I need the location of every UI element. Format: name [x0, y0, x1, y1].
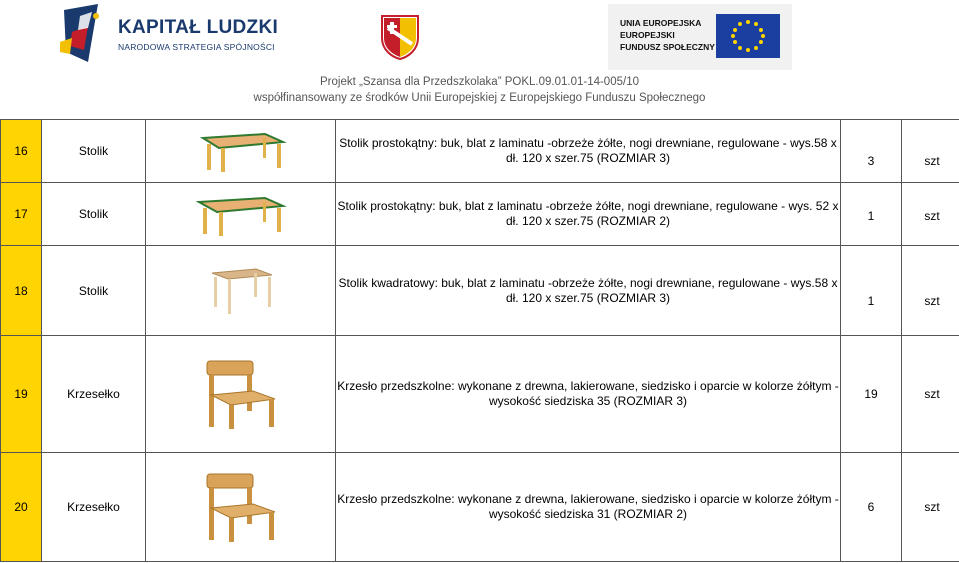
table-row — [1, 246, 959, 336]
product-table — [0, 119, 959, 562]
unit: szt — [902, 336, 959, 453]
unit: szt — [902, 453, 959, 562]
product-name: Stolik — [42, 183, 146, 246]
kapital-ludzki-title: KAPITAŁ LUDZKI — [118, 17, 279, 38]
table-row — [1, 336, 959, 453]
description-text: Krzesło przedszkolne: wykonane z drewna, lakierowane, siedzisko i oparcie w kolorze żółtym - wysokość siedziska 31 (ROZMIAR 2) — [337, 492, 839, 521]
table-row — [1, 120, 959, 183]
product-name: Krzesełko — [42, 453, 146, 562]
row-number: 17 — [1, 183, 42, 246]
unit: szt — [924, 209, 940, 223]
product-description — [336, 246, 841, 336]
project-title: Projekt „Szansa dla Przedszkolaka” POKL.09.01.01-14-005/10 — [320, 76, 639, 88]
product-name: Stolik — [42, 120, 146, 183]
description-text: Krzesło przedszkolne: wykonane z drewna, lakierowane, siedzisko i oparcie w kolorze żółtym - wysokość siedziska 35 (ROZMIAR 3) — [337, 379, 839, 408]
row-number: 19 — [1, 336, 42, 453]
row-number: 18 — [1, 246, 42, 336]
product-description — [336, 183, 841, 246]
description-text: Stolik prostokątny: buk, blat z laminatu -obrzeże żółte, nogi drewniane, regulowane - wys.58 x dł. 120 x szer.75 (ROZMIAR 3) — [339, 136, 837, 165]
quantity: 3 — [867, 154, 875, 168]
product-name: Stolik — [42, 246, 146, 336]
table-rect-icon — [195, 128, 287, 174]
kapital-ludzki-subtitle: NARODOWA STRATEGIA SPÓJNOŚCI — [118, 42, 275, 52]
table-square-icon — [206, 263, 276, 319]
table-rect-icon — [193, 190, 289, 238]
chair-icon — [201, 357, 281, 431]
description-text: Stolik kwadratowy: buk, blat z laminatu -obrzeże żółte, nogi drewniane, regulowane - wys.58 x dł. 120 x szer.75 (ROZMIAR 3) — [338, 275, 838, 305]
cofinancing-note: współfinansowany ze środków Unii Europejskiej z Europejskiego Funduszu Społecznego — [253, 92, 706, 104]
table-row — [1, 183, 959, 246]
eu-label-line3: FUNDUSZ SPOŁECZNY — [620, 42, 715, 52]
product-description — [336, 120, 841, 183]
description-text: Stolik prostokątny: buk, blat z laminatu -obrzeże żółte, nogi drewniane, regulowane - wys. 52 x dł. 120 x szer.75 (ROZMIAR 2) — [337, 199, 839, 228]
quantity: 6 — [841, 453, 902, 562]
product-description — [336, 453, 841, 562]
row-number: 20 — [1, 453, 42, 562]
quantity: 1 — [867, 209, 875, 223]
eu-flag-icon — [716, 14, 780, 58]
eu-label-line2: EUROPEJSKI — [620, 30, 675, 40]
table-row — [1, 453, 959, 562]
document-header — [0, 0, 959, 118]
product-description — [336, 336, 841, 453]
row-number: 16 — [1, 120, 42, 183]
product-name: Krzesełko — [42, 336, 146, 453]
unit: szt — [924, 293, 940, 308]
coat-of-arms-icon — [380, 14, 420, 60]
chair-icon — [201, 470, 281, 544]
eu-label-line1: UNIA EUROPEJSKA — [620, 18, 702, 28]
unit: szt — [924, 154, 940, 168]
quantity: 19 — [841, 336, 902, 453]
quantity: 1 — [867, 293, 875, 308]
